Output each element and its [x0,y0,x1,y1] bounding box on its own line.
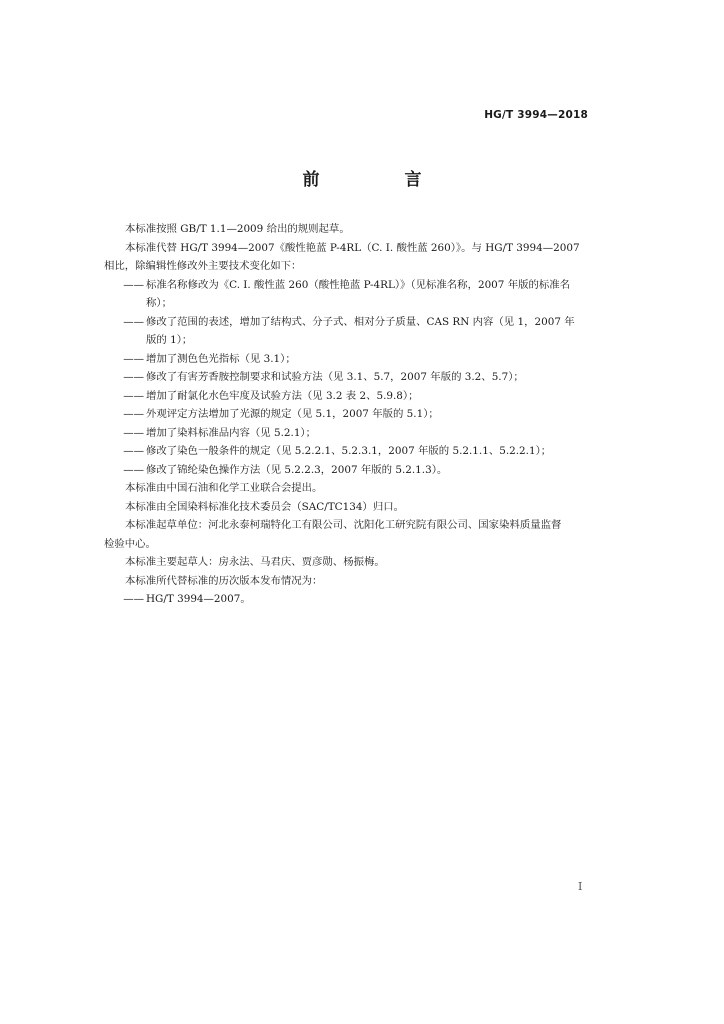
list-item [104,368,588,387]
dash-marker: —— [123,408,144,420]
paragraph-drafting-rules: 本标准按照 GB/T 1.1—2009 给出的规则起草。 [125,223,350,235]
list-item [104,350,588,369]
foreword-body [104,220,588,609]
list-item [104,313,588,350]
list-item-text: 修改了锦纶染色操作方法（见 5.2.2.3，2007 年版的 5.2.1.3）。 [146,463,448,476]
list-item-text: 修改了范围的表述，增加了结构式、分子式、相对分子质量、CAS RN 内容（见 1，2007 年 [146,315,575,328]
list-item-text: 增加了测色色光指标（见 3.1）； [146,352,296,365]
list-item [104,387,588,406]
standard-code: HG/T 3994—2018 [484,109,588,121]
list-item-text: 外观评定方法增加了光源的规定（见 5.1，2007 年版的 5.1）； [146,408,439,420]
list-item-text: 增加了染料标准品内容（见 5.2.1）； [146,426,317,439]
paragraph-proposer: 本标准由中国石油和化学工业联合会提出。 [125,482,323,494]
paragraph-drafting-units: 本标准起草单位：河北永泰柯瑞特化工有限公司、沈阳化工研究院有限公司、国家染料质量监督 [125,519,562,531]
list-item-cont: 版的 1）； [146,334,193,346]
dash-marker: —— [123,315,144,328]
list-item [104,424,588,443]
changes-list [104,276,588,480]
dash-marker: —— [123,593,144,605]
list-item-text: 增加了耐氯化水色牢度及试验方法（见 3.2 表 2、5.9.8）； [146,389,419,402]
paragraph-committee: 本标准由全国染料标准化技术委员会（SAC/TC134）归口。 [125,500,404,513]
dash-marker: —— [123,445,144,457]
list-item [104,405,588,424]
list-item-text: HG/T 3994—2007。 [146,593,251,605]
page-number: I [578,880,583,893]
list-item [104,276,588,313]
paragraph-replaces-cont: 相比，除编辑性修改外主要技术变化如下： [104,260,302,272]
list-item [104,442,588,461]
list-item-text: 修改了染色一般条件的规定（见 5.2.2.1、5.2.3.1，2007 年版的 5.2.1.1、5.2.2.1）； [146,445,552,457]
list-item-text: 修改了有害芳香胺控制要求和试验方法（见 3.1、5.7，2007 年版的 3.2、5.7）； [146,371,524,383]
paragraph-replaces: 本标准代替 HG/T 3994—2007《酸性艳蓝 P-4RL（C. I. 酸性蓝 260）》。与 HG/T 3994—2007 [125,241,580,254]
dash-marker: —— [123,389,144,402]
paragraph-drafters: 本标准主要起草人：房永法、马君庆、贾彦勋、杨振梅。 [125,556,385,568]
list-item [104,590,588,609]
paragraph-drafting-units-cont: 检验中心。 [104,537,156,550]
paragraph-history-intro: 本标准所代替标准的历次版本发布情况为： [125,574,323,587]
page-title: 前 言 [302,170,456,190]
dash-marker: —— [123,426,144,439]
dash-marker: —— [123,371,144,383]
list-item-text: 标准名称修改为《C. I. 酸性蓝 260（酸性艳蓝 P-4RL）》（见标准名称，2007 年版的标准名 [146,278,571,291]
dash-marker: —— [123,278,144,291]
dash-marker: —— [123,463,144,476]
list-item [104,461,588,480]
list-item-cont: 称）； [146,297,172,309]
dash-marker: —— [123,352,144,365]
